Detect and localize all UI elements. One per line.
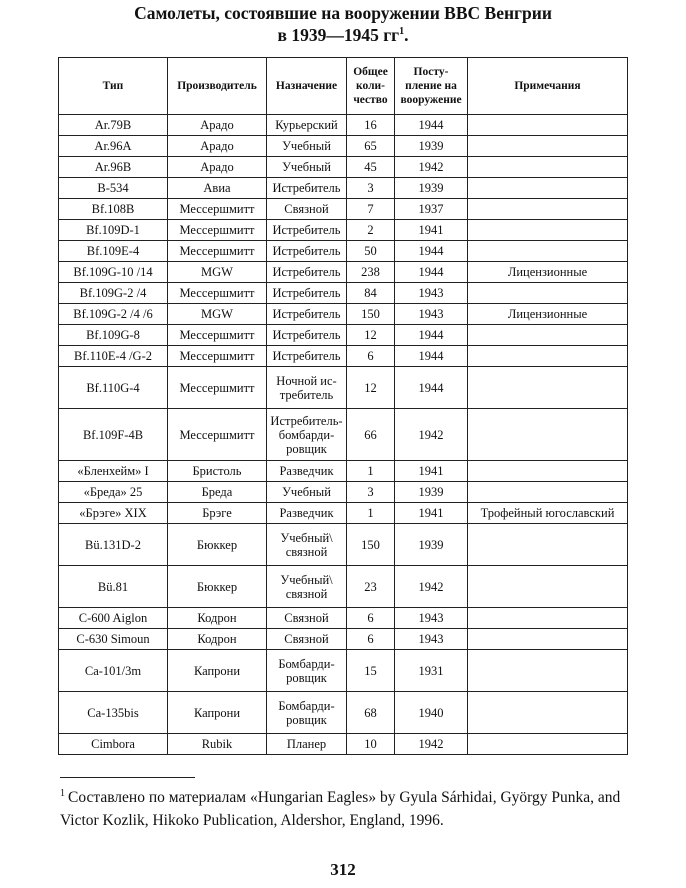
- cell-maker: Мессершмитт: [168, 346, 267, 367]
- cell-note: [468, 692, 628, 734]
- table-row: [59, 629, 628, 650]
- cell-type: Bf.108B: [59, 199, 168, 220]
- cell-year: 1943: [395, 629, 468, 650]
- cell-note: [468, 346, 628, 367]
- cell-type: Ar.96A: [59, 136, 168, 157]
- cell-year: 1943: [395, 283, 468, 304]
- cell-maker: Арадо: [168, 115, 267, 136]
- cell-type: Bf.109G-8: [59, 325, 168, 346]
- cell-maker: Бреда: [168, 482, 267, 503]
- cell-year: 1944: [395, 346, 468, 367]
- cell-note: [468, 241, 628, 262]
- cell-role: Истребитель: [267, 262, 347, 283]
- table-row: [59, 566, 628, 608]
- cell-role: Учебный: [267, 136, 347, 157]
- cell-type: Bf.109G-2 /4 /6: [59, 304, 168, 325]
- cell-year: 1939: [395, 524, 468, 566]
- table-row: [59, 220, 628, 241]
- cell-year: 1939: [395, 136, 468, 157]
- cell-note: [468, 325, 628, 346]
- cell-role: Бомбарди-ровщик: [267, 650, 347, 692]
- cell-year: 1939: [395, 178, 468, 199]
- cell-role: Курьерский: [267, 115, 347, 136]
- header-maker: Производитель: [168, 58, 267, 115]
- cell-year: 1937: [395, 199, 468, 220]
- table-row: [59, 482, 628, 503]
- cell-year: 1943: [395, 304, 468, 325]
- table-row: [59, 157, 628, 178]
- cell-maker: Авиа: [168, 178, 267, 199]
- cell-count: 150: [347, 304, 395, 325]
- cell-count: 45: [347, 157, 395, 178]
- cell-year: 1941: [395, 461, 468, 482]
- cell-maker: Бристоль: [168, 461, 267, 482]
- cell-count: 12: [347, 325, 395, 346]
- header-type: Тип: [59, 58, 168, 115]
- footnote-divider: [60, 777, 195, 778]
- cell-year: 1944: [395, 367, 468, 409]
- table-row: [59, 524, 628, 566]
- title-line-1: Самолеты, состоявшие на вооружении ВВС Венгрии: [134, 3, 552, 23]
- cell-maker: Мессершмитт: [168, 199, 267, 220]
- cell-note: [468, 409, 628, 461]
- table-row: [59, 283, 628, 304]
- cell-maker: Мессершмитт: [168, 283, 267, 304]
- cell-role: Истребитель: [267, 241, 347, 262]
- cell-count: 3: [347, 482, 395, 503]
- cell-note: [468, 283, 628, 304]
- cell-type: Cimbora: [59, 734, 168, 755]
- cell-year: 1942: [395, 157, 468, 178]
- cell-count: 1: [347, 461, 395, 482]
- cell-count: 238: [347, 262, 395, 283]
- cell-type: C-630 Simoun: [59, 629, 168, 650]
- title-line-2: в 1939—1945 гг: [277, 25, 400, 45]
- cell-role: Истребитель: [267, 304, 347, 325]
- cell-type: Bü.131D-2: [59, 524, 168, 566]
- cell-type: «Брэге» XIX: [59, 503, 168, 524]
- footnote: [60, 786, 640, 832]
- table-row: [59, 304, 628, 325]
- cell-role: Истребитель-бомбарди-ровщик: [267, 409, 347, 461]
- cell-year: 1944: [395, 241, 468, 262]
- cell-note: [468, 566, 628, 608]
- cell-note: [468, 136, 628, 157]
- cell-note: [468, 734, 628, 755]
- cell-year: 1939: [395, 482, 468, 503]
- header-notes: Примечания: [468, 58, 628, 115]
- cell-count: 23: [347, 566, 395, 608]
- cell-note: Лицензионные: [468, 262, 628, 283]
- cell-type: C-600 Aiglon: [59, 608, 168, 629]
- table-row: [59, 199, 628, 220]
- cell-type: B-534: [59, 178, 168, 199]
- cell-year: 1940: [395, 692, 468, 734]
- cell-note: [468, 367, 628, 409]
- cell-role: Связной: [267, 199, 347, 220]
- cell-maker: Капрони: [168, 692, 267, 734]
- cell-note: Трофейный югославский: [468, 503, 628, 524]
- cell-type: Bf.110G-4: [59, 367, 168, 409]
- cell-year: 1944: [395, 115, 468, 136]
- cell-maker: Rubik: [168, 734, 267, 755]
- cell-count: 50: [347, 241, 395, 262]
- cell-note: [468, 461, 628, 482]
- cell-maker: Бюккер: [168, 566, 267, 608]
- cell-count: 12: [347, 367, 395, 409]
- cell-maker: Кодрон: [168, 629, 267, 650]
- cell-type: Bf.109E-4: [59, 241, 168, 262]
- cell-year: 1941: [395, 503, 468, 524]
- cell-count: 6: [347, 629, 395, 650]
- table-row: [59, 241, 628, 262]
- cell-note: [468, 482, 628, 503]
- table-row: [59, 503, 628, 524]
- table-row: [59, 461, 628, 482]
- cell-role: Истребитель: [267, 283, 347, 304]
- cell-maker: Бюккер: [168, 524, 267, 566]
- cell-count: 68: [347, 692, 395, 734]
- cell-maker: Мессершмитт: [168, 367, 267, 409]
- cell-type: «Бреда» 25: [59, 482, 168, 503]
- title-footnote-mark: 1: [399, 26, 405, 38]
- cell-role: Истребитель: [267, 346, 347, 367]
- cell-maker: Брэге: [168, 503, 267, 524]
- cell-maker: MGW: [168, 304, 267, 325]
- cell-count: 6: [347, 346, 395, 367]
- cell-type: Ar.96B: [59, 157, 168, 178]
- footnote-text: Составлено по материалам «Hungarian Eagles» by Gyula Sárhidai, György Punka, and Victor Kozlik, Hikoko Publication, Aldershor, England, 1996.: [60, 789, 621, 829]
- cell-maker: Мессершмитт: [168, 409, 267, 461]
- cell-role: Связной: [267, 608, 347, 629]
- cell-type: Ca-135bis: [59, 692, 168, 734]
- cell-count: 15: [347, 650, 395, 692]
- table-row: [59, 178, 628, 199]
- cell-role: Учебный: [267, 482, 347, 503]
- cell-role: Истребитель: [267, 220, 347, 241]
- cell-type: Bf.109G-10 /14: [59, 262, 168, 283]
- cell-maker: MGW: [168, 262, 267, 283]
- cell-maker: Арадо: [168, 157, 267, 178]
- cell-year: 1942: [395, 409, 468, 461]
- cell-count: 7: [347, 199, 395, 220]
- cell-role: Разведчик: [267, 461, 347, 482]
- cell-note: [468, 220, 628, 241]
- cell-type: Bf.109G-2 /4: [59, 283, 168, 304]
- cell-count: 6: [347, 608, 395, 629]
- cell-role: Истребитель: [267, 325, 347, 346]
- cell-role: Учебный: [267, 157, 347, 178]
- table-row: [59, 608, 628, 629]
- cell-maker: Мессершмитт: [168, 220, 267, 241]
- cell-note: [468, 157, 628, 178]
- cell-role: Ночной ис-требитель: [267, 367, 347, 409]
- cell-year: 1944: [395, 262, 468, 283]
- page-number: 312: [330, 860, 356, 879]
- cell-type: Bf.109D-1: [59, 220, 168, 241]
- cell-role: Разведчик: [267, 503, 347, 524]
- table-row: [59, 734, 628, 755]
- cell-type: «Бленхейм» I: [59, 461, 168, 482]
- cell-type: Bü.81: [59, 566, 168, 608]
- cell-year: 1942: [395, 566, 468, 608]
- cell-maker: Капрони: [168, 650, 267, 692]
- cell-role: Истребитель: [267, 178, 347, 199]
- cell-note: [468, 178, 628, 199]
- cell-note: [468, 524, 628, 566]
- header-count: Общее коли-чество: [347, 58, 395, 115]
- cell-type: Bf.109F-4B: [59, 409, 168, 461]
- cell-note: [468, 199, 628, 220]
- cell-count: 66: [347, 409, 395, 461]
- header-service: Посту-пление на вооружение: [395, 58, 468, 115]
- header-role: Назначение: [267, 58, 347, 115]
- aircraft-table: [58, 57, 628, 755]
- cell-note: [468, 115, 628, 136]
- cell-maker: Арадо: [168, 136, 267, 157]
- cell-count: 65: [347, 136, 395, 157]
- cell-maker: Мессершмитт: [168, 325, 267, 346]
- cell-count: 150: [347, 524, 395, 566]
- cell-type: Bf.110E-4 /G-2: [59, 346, 168, 367]
- cell-count: 2: [347, 220, 395, 241]
- table-row: [59, 692, 628, 734]
- table-header-row: [59, 58, 628, 115]
- cell-note: Лицензионные: [468, 304, 628, 325]
- table-row: [59, 346, 628, 367]
- cell-maker: Мессершмитт: [168, 241, 267, 262]
- table-row: [59, 325, 628, 346]
- page-title: [0, 2, 686, 46]
- cell-count: 1: [347, 503, 395, 524]
- cell-count: 10: [347, 734, 395, 755]
- cell-year: 1944: [395, 325, 468, 346]
- cell-year: 1931: [395, 650, 468, 692]
- cell-type: Ca-101/3m: [59, 650, 168, 692]
- table-row: [59, 262, 628, 283]
- title-line-2-wrap: в 1939—1945 $гг^1$.: [277, 25, 409, 45]
- cell-role: Связной: [267, 629, 347, 650]
- cell-role: Учебный\ связной: [267, 566, 347, 608]
- cell-note: [468, 608, 628, 629]
- cell-maker: Кодрон: [168, 608, 267, 629]
- cell-year: 1943: [395, 608, 468, 629]
- cell-note: [468, 650, 628, 692]
- cell-note: [468, 629, 628, 650]
- table-row: [59, 367, 628, 409]
- table-row: [59, 136, 628, 157]
- cell-role: Бомбарди-ровщик: [267, 692, 347, 734]
- cell-type: Ar.79B: [59, 115, 168, 136]
- cell-role: Планер: [267, 734, 347, 755]
- table-row: [59, 409, 628, 461]
- cell-role: Учебный\ связной: [267, 524, 347, 566]
- table-row: [59, 650, 628, 692]
- cell-count: 84: [347, 283, 395, 304]
- cell-year: 1942: [395, 734, 468, 755]
- table-row: [59, 115, 628, 136]
- cell-year: 1941: [395, 220, 468, 241]
- cell-count: 3: [347, 178, 395, 199]
- footnote-mark: 1: [60, 787, 65, 799]
- cell-count: 16: [347, 115, 395, 136]
